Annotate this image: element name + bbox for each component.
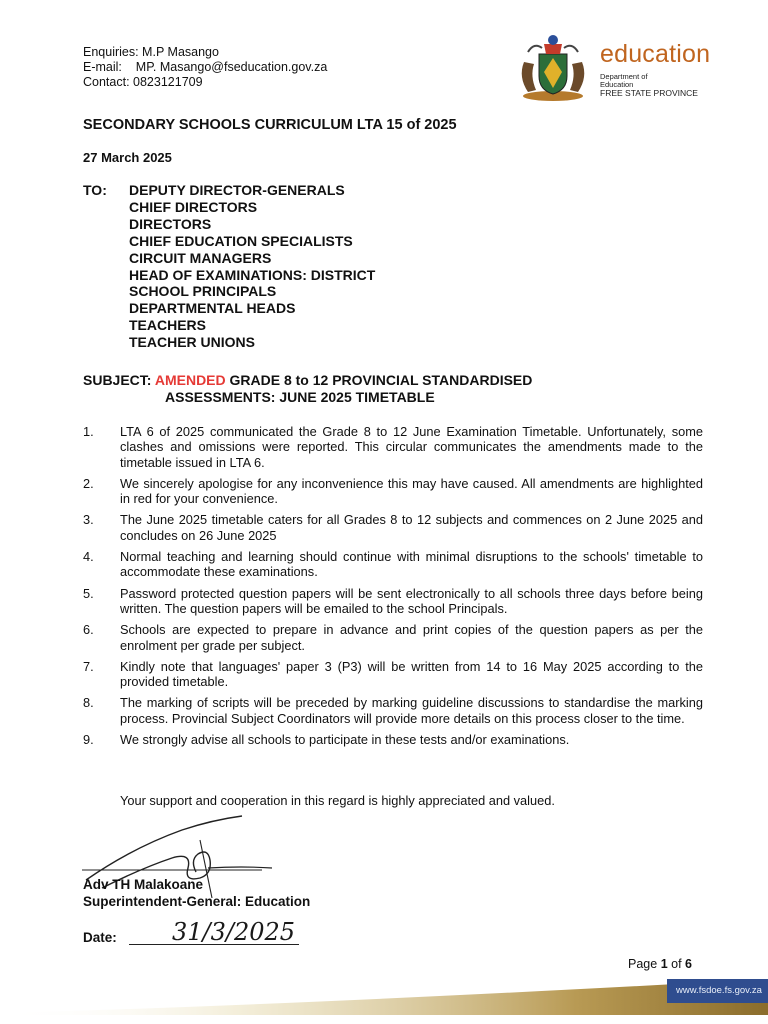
list-item [83,659,703,690]
list-item [83,695,703,726]
item-number: 3. [83,512,94,528]
subject-highlight: AMENDED [154,372,226,388]
item-number: 2. [83,475,94,491]
footer-url[interactable]: www.fsdoe.fs.gov.za [676,985,762,996]
item-number: 8. [83,695,94,711]
item-text: Kindly note that languages' paper 3 (P3) will be written from 14 to 16 May 2025 according to the provided timetable. [120,658,703,690]
recipient-item: CIRCUIT MANAGERS [129,249,272,266]
list-item [83,622,703,653]
recipient-item: CHIEF EDUCATION SPECIALISTS [129,232,353,249]
page-sep: of [671,957,682,971]
list-item [83,549,703,580]
department-logo [514,32,754,104]
logo-sub-line-1: Department of [600,72,648,81]
list-item [83,512,703,543]
recipient-list [129,182,375,351]
footer-swoosh [0,975,768,1015]
item-text: LTA 6 of 2025 communicated the Grade 8 to 12 June Examination Timetable. Unfortunately, some clashes and omissions were reported. This circular communicates the amendments made to the timetable issued in LTA 6. [120,424,703,470]
item-text: Schools are expected to prepare in advance and print copies of the question papers as per the enrolment per grade per subject. [120,622,703,653]
recipient-item: TEACHERS [129,317,207,334]
subject-line-2: ASSESSMENTS: JUNE 2025 TIMETABLE [165,388,435,405]
list-item [83,476,703,507]
enquiries-contact: Contact: 0823121709 [83,75,203,89]
recipient-item: SCHOOL PRINCIPALS [129,283,277,300]
page-prefix: Page [628,957,658,971]
recipient-item: HEAD OF EXAMINATIONS: DISTRICT [129,266,376,283]
subject-line-1: GRADE 8 to 12 PROVINCIAL STANDARDISED [229,372,533,388]
item-text: The June 2025 timetable caters for all Grades 8 to 12 subjects and commences on 2 June 2025 and concludes on 26 June 2025 [120,512,703,543]
page-total: 6 [685,957,692,971]
item-number: 7. [83,658,94,674]
page-current: 1 [660,957,668,971]
coat-of-arms-icon [514,32,592,102]
logo-sub-line-3: FREE STATE PROVINCE [600,88,698,98]
item-number: 1. [83,424,94,439]
document-title: SECONDARY SCHOOLS CURRICULUM LTA 15 of 2025 [83,117,457,133]
recipient-item: TEACHER UNIONS [129,334,256,351]
item-number: 5. [83,585,94,601]
item-text: We strongly advise all schools to participate in these tests and/or examinations. [120,732,570,748]
enquiries-email: E-mail: MP. Masango@fseducation.gov.za [83,60,328,74]
item-text: The marking of scripts will be preceded by marking guideline discussions to standardise the marking process. Provincial Subject Coordinators will provide more details on this process closer to the time. [120,695,703,726]
subject-label: SUBJECT: [83,372,152,388]
recipient-item: CHIEF DIRECTORS [129,198,258,215]
signatory-role: Superintendent-General: Education [83,894,311,909]
signed-date: 31/3/2025 [172,918,296,946]
item-number: 4. [83,549,94,565]
logo-sub-line-2: Education [600,80,634,89]
logo-subtitle [600,73,698,97]
numbered-list [83,424,703,747]
logo-brand-text: education [600,40,711,68]
item-text: We sincerely apologise for any inconvenience this may have caused. All amendments are highlighted in red for your convenience. [120,475,703,507]
enquiries-block [83,45,327,90]
list-item [83,424,703,470]
closing-remark: Your support and cooperation in this regard is highly appreciated and valued. [120,793,555,808]
signatory-name: Adv TH Malakoane [83,877,204,892]
page-number [628,957,692,971]
date-label: Date: [83,930,117,945]
list-item [83,732,703,747]
item-number: 6. [83,622,94,638]
document-date: 27 March 2025 [83,150,172,165]
recipient-item: DEPARTMENTAL HEADS [129,300,296,317]
recipient-item: DEPUTY DIRECTOR-GENERALS [129,182,345,198]
item-number: 9. [83,732,94,748]
subject-block [83,372,532,405]
item-text: Normal teaching and learning should continue with minimal disruptions to the schools' timetable to accommodate these examinations. [120,549,703,580]
recipient-item: DIRECTORS [129,215,212,232]
list-item [83,586,703,617]
enquiries-name: Enquiries: M.P Masango [83,45,219,59]
item-text: Password protected question papers will be sent electronically to all schools three days before being written. The question papers will be emailed to the school Principals. [120,585,703,616]
to-label: TO: [83,182,107,198]
